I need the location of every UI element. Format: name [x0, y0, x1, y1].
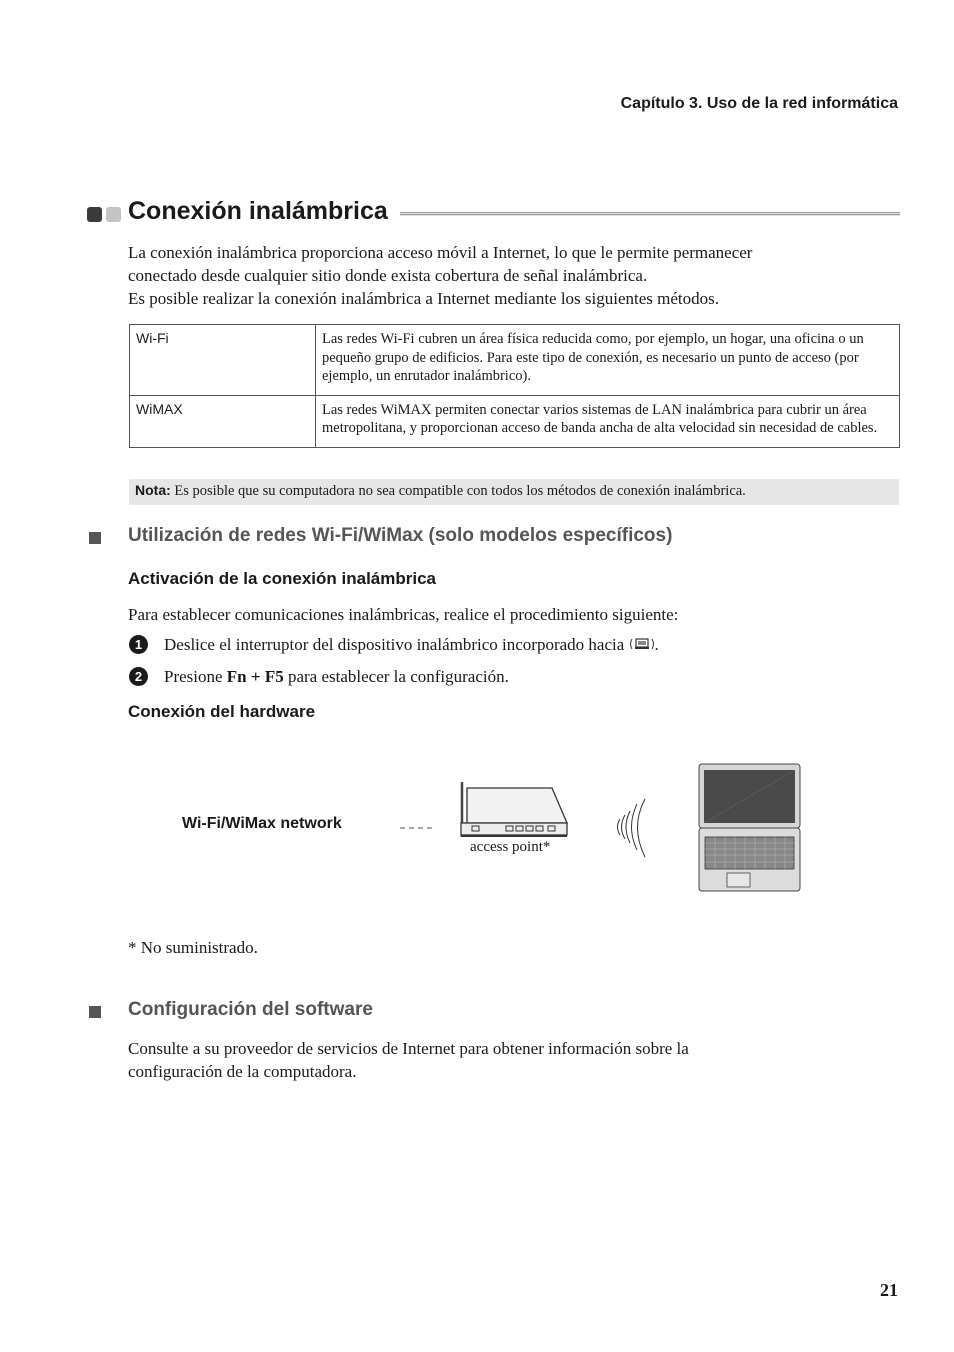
key-combination: Fn + F5: [226, 667, 284, 686]
hardware-heading: Conexión del hardware: [128, 702, 316, 721]
software-heading: Configuración del software: [128, 999, 373, 1020]
method-name: WiMAX: [130, 395, 316, 447]
intro-paragraph: [128, 241, 898, 310]
footnote: * No suministrado.: [128, 938, 258, 957]
step-suffix: para establecer la configuración.: [287, 667, 509, 686]
title-rule: [400, 212, 900, 216]
software-line: configuración de la computadora.: [128, 1062, 357, 1081]
router-icon: [461, 782, 567, 837]
wireless-switch-icon: [629, 636, 655, 652]
network-label: Wi-Fi/WiMax network: [182, 815, 342, 832]
section-title-bullets-icon: [87, 207, 123, 223]
intro-line: conectado desde cualquier sitio donde exista cobertura de señal inalámbrica.: [128, 266, 648, 285]
note-text: Es posible que su computadora no sea compatible con todos los métodos de conexión inalámbrica.: [174, 483, 746, 499]
step-number-badge: 1: [129, 635, 148, 654]
intro-line: La conexión inalámbrica proporciona acceso móvil a Internet, lo que le permite permanecer: [128, 243, 753, 262]
section-title: Conexión inalámbrica: [128, 197, 388, 225]
square-bullet-icon: [89, 1006, 101, 1018]
software-line: Consulte a su proveedor de servicios de Internet para obtener información sobre la: [128, 1039, 689, 1058]
step-text-before: Deslice el interruptor del dispositivo inalámbrico incorporado hacia: [164, 635, 625, 654]
methods-table: [129, 324, 900, 448]
step-number-badge: 2: [129, 667, 148, 686]
wireless-signal-icon: [618, 799, 646, 857]
usage-heading: Utilización de redes Wi-Fi/WiMax (solo modelos específicos): [128, 525, 673, 546]
procedure-intro: Para establecer comunicaciones inalámbricas, realice el procedimiento siguiente:: [128, 605, 679, 624]
square-bullet-icon: [89, 532, 101, 544]
method-description: Las redes WiMAX permiten conectar varios sistemas de LAN inalámbrica para cubrir un área metropolitana, y proporcionan acceso de banda ancha de alta velocidad sin necesidad de cables.: [316, 395, 900, 447]
intro-line: Es posible realizar la conexión inalámbrica a Internet mediante los siguientes métodos.: [128, 289, 720, 308]
method-name: Wi-Fi: [130, 325, 316, 396]
step-text: [164, 633, 659, 656]
table-row: [130, 395, 900, 447]
step-text: [164, 665, 509, 688]
software-paragraph: [128, 1037, 898, 1083]
method-description: Las redes Wi-Fi cubren un área física reducida como, por ejemplo, un hogar, una oficina o un pequeño grupo de edificios. Para este tipo de conexión, es necesario un punto de acceso (por ejemplo, un enrutador inalámbrico).: [316, 325, 900, 396]
note-box: [129, 479, 899, 505]
access-point-label: access point*: [470, 839, 551, 855]
chapter-header: Capítulo 3. Uso de la red informática: [620, 95, 898, 112]
table-row: [130, 325, 900, 396]
page-number: 21: [880, 1280, 898, 1300]
step-prefix: Presione: [164, 667, 223, 686]
activation-heading: Activación de la conexión inalámbrica: [128, 569, 436, 588]
laptop-icon: [699, 764, 800, 891]
note-label: Nota:: [135, 482, 171, 498]
step-text-after: .: [654, 635, 659, 654]
